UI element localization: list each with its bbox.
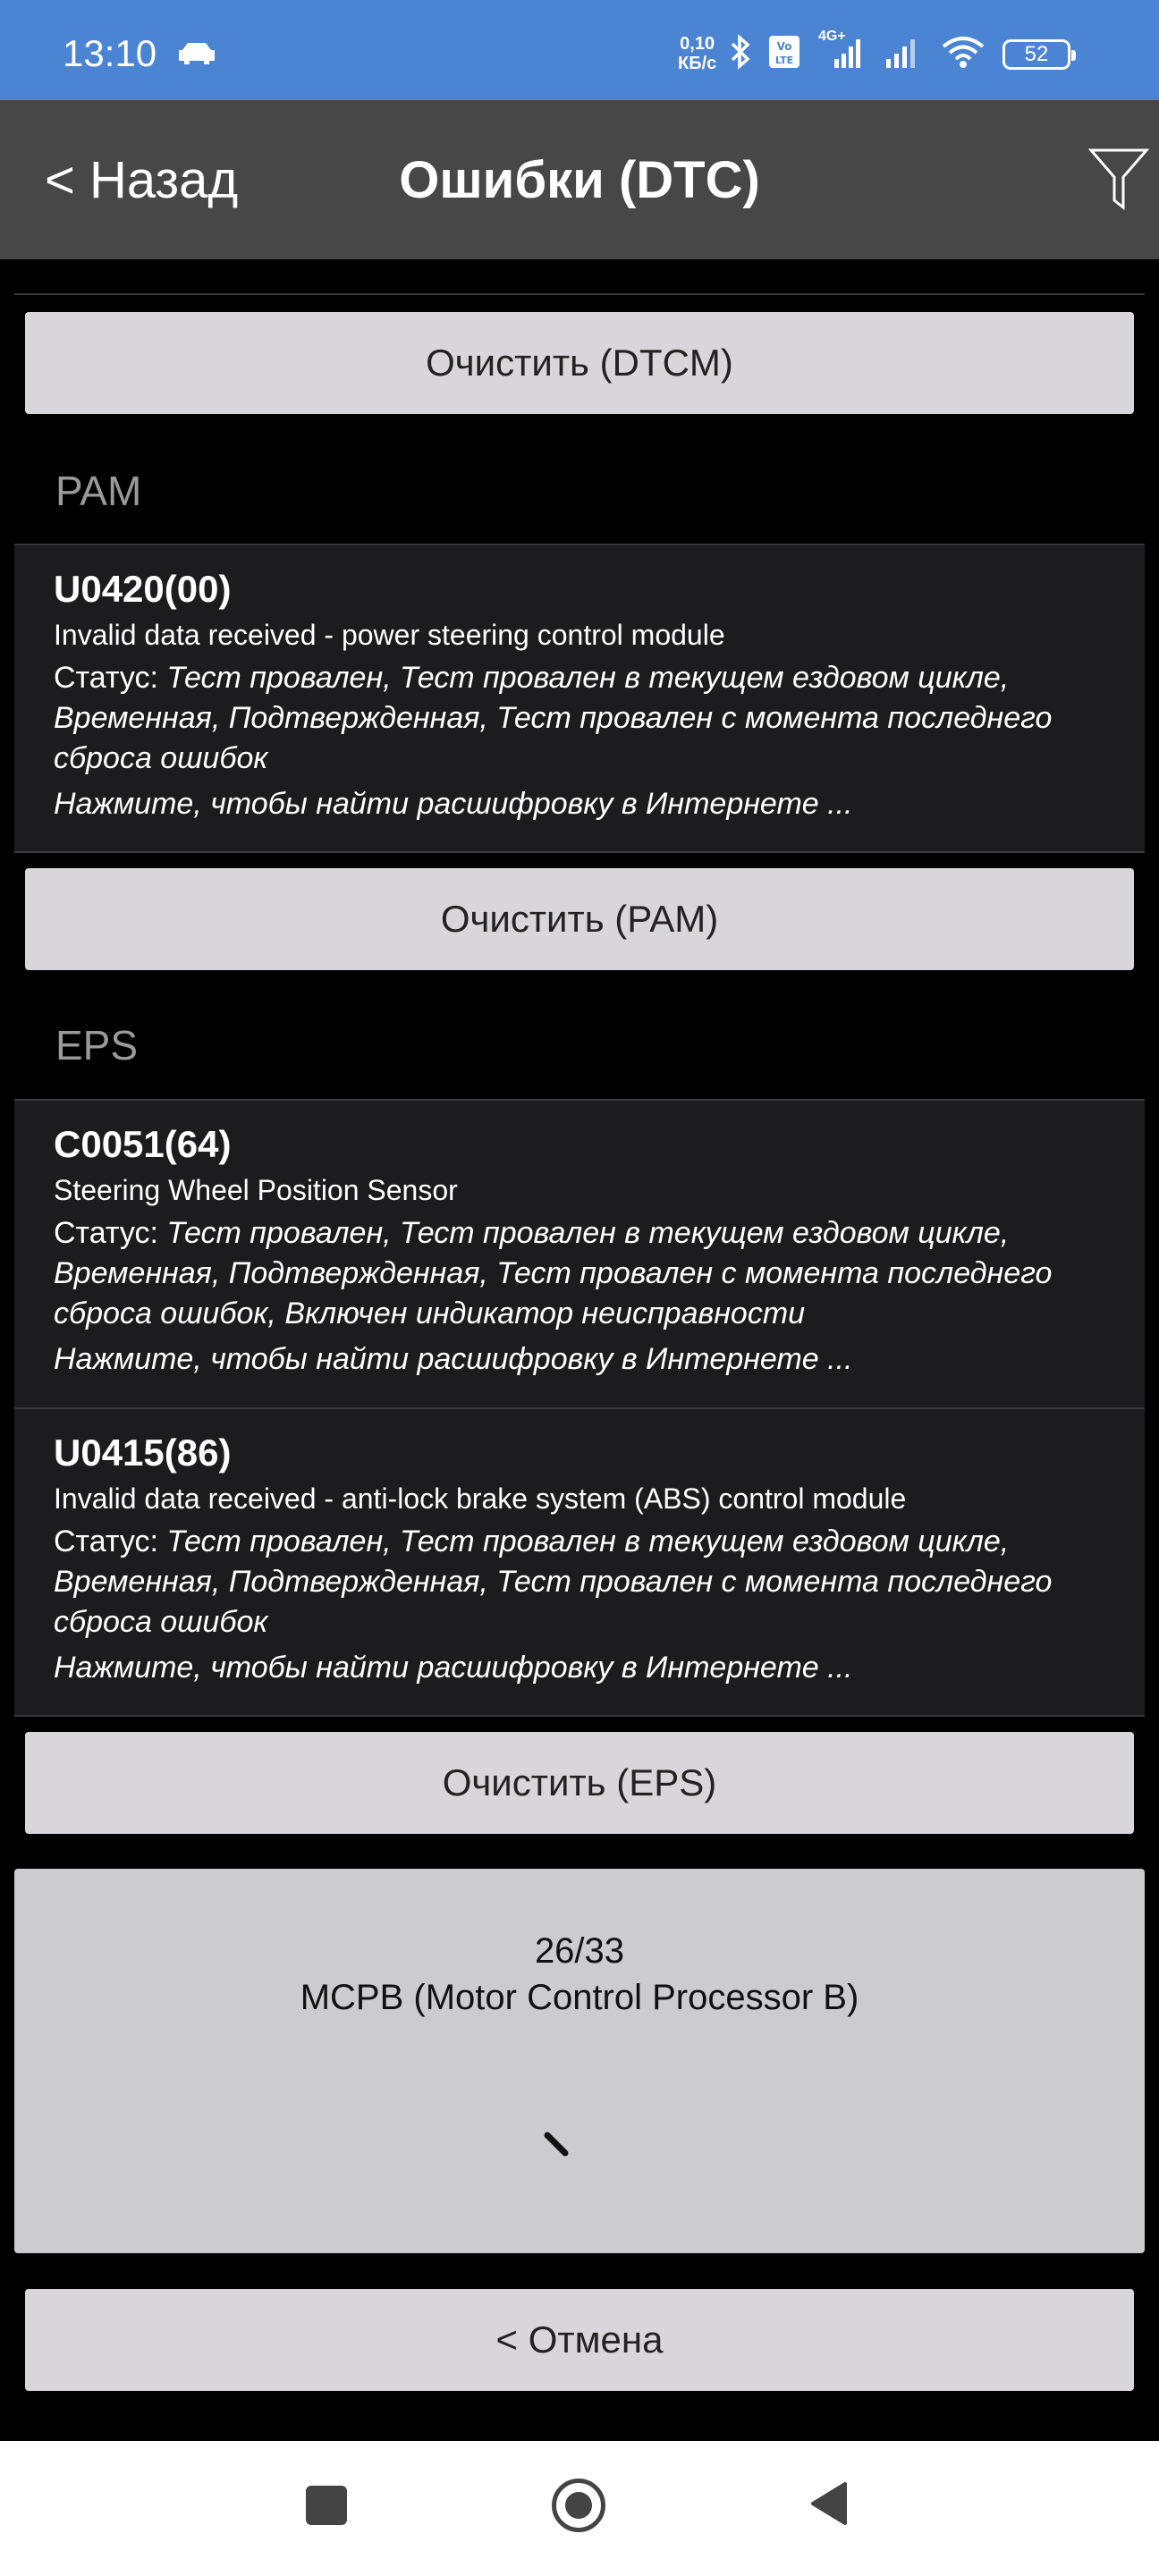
section-title-pam: PAM <box>55 468 142 514</box>
progress-count: 26/33 <box>534 1931 625 1971</box>
loading-spinner-icon <box>542 2128 578 2168</box>
bluetooth-icon <box>729 34 752 74</box>
signal-icon-1: 4G+ <box>816 34 865 74</box>
status-time: 13:10 <box>63 32 157 74</box>
car-icon <box>177 41 216 69</box>
dtc-code: C0051(64) <box>54 1123 232 1165</box>
dtc-description: Invalid data received - power steering control module <box>54 619 725 651</box>
dtc-search-link[interactable]: Нажмите, чтобы найти расшифровку в Интернете ... <box>54 1651 853 1685</box>
divider <box>14 293 1145 295</box>
divider <box>14 1715 1145 1717</box>
page-title: Ошибки (DTC) <box>399 151 760 209</box>
network-speed: 0,10 КБ/с <box>678 34 717 73</box>
dtc-item[interactable] <box>14 1099 1145 1408</box>
back-triangle-icon[interactable] <box>809 2480 849 2531</box>
wifi-icon <box>940 34 986 74</box>
back-button[interactable]: < Назад <box>45 151 239 209</box>
svg-text:LTE: LTE <box>774 55 794 66</box>
progress-module-name: MCPB (Motor Control Processor B) <box>300 1978 859 2017</box>
svg-text:Vo: Vo <box>776 40 792 53</box>
clear-pam-button[interactable]: Очистить (PAM) <box>25 868 1134 970</box>
dtc-status: Статус: Тест провален, Тест провален в текущем ездовом цикле, Временная, Подтвержденная, Тест провален с момента последнего сброса ошибок <box>54 1524 1053 1639</box>
dtc-search-link[interactable]: Нажмите, чтобы найти расшифровку в Интернете ... <box>54 787 853 821</box>
dtc-search-link[interactable]: Нажмите, чтобы найти расшифровку в Интернете ... <box>54 1342 853 1376</box>
scan-progress-panel <box>14 1869 1145 2253</box>
status-bar <box>0 0 1159 100</box>
dtc-item[interactable] <box>14 1407 1145 1717</box>
dtc-status: Статус: Тест провален, Тест провален в текущем ездовом цикле, Временная, Подтвержденная, Тест провален с момента последнего сброса ошибок, Включен индикатор неисправности <box>54 1216 1053 1330</box>
battery-icon: 52 <box>1002 39 1070 70</box>
volte-icon <box>768 34 800 74</box>
dtc-code: U0415(86) <box>54 1432 232 1474</box>
dtc-list[interactable] <box>0 259 1159 2441</box>
clear-eps-button[interactable]: Очистить (EPS) <box>25 1732 1134 1834</box>
system-nav-bar <box>0 2441 1159 2576</box>
dtc-description: Steering Wheel Position Sensor <box>54 1174 458 1206</box>
signal-icon-2 <box>881 34 924 74</box>
dtc-code: U0420(00) <box>54 568 232 610</box>
home-icon[interactable] <box>552 2479 605 2532</box>
cancel-button[interactable]: < Отмена <box>25 2289 1134 2391</box>
dtc-item[interactable] <box>14 544 1145 853</box>
divider <box>14 851 1145 853</box>
clear-dtcm-button[interactable]: Очистить (DTCM) <box>25 312 1134 414</box>
app-bar <box>0 100 1159 259</box>
recent-apps-icon[interactable] <box>306 2486 347 2525</box>
filter-icon[interactable] <box>1087 145 1150 217</box>
dtc-status: Статус: Тест провален, Тест провален в текущем ездовом цикле, Временная, Подтвержденная, Тест провален с момента последнего сброса ошибок <box>54 661 1053 775</box>
section-title-eps: EPS <box>55 1022 139 1068</box>
dtc-description: Invalid data received - anti-lock brake system (ABS) control module <box>54 1482 907 1515</box>
